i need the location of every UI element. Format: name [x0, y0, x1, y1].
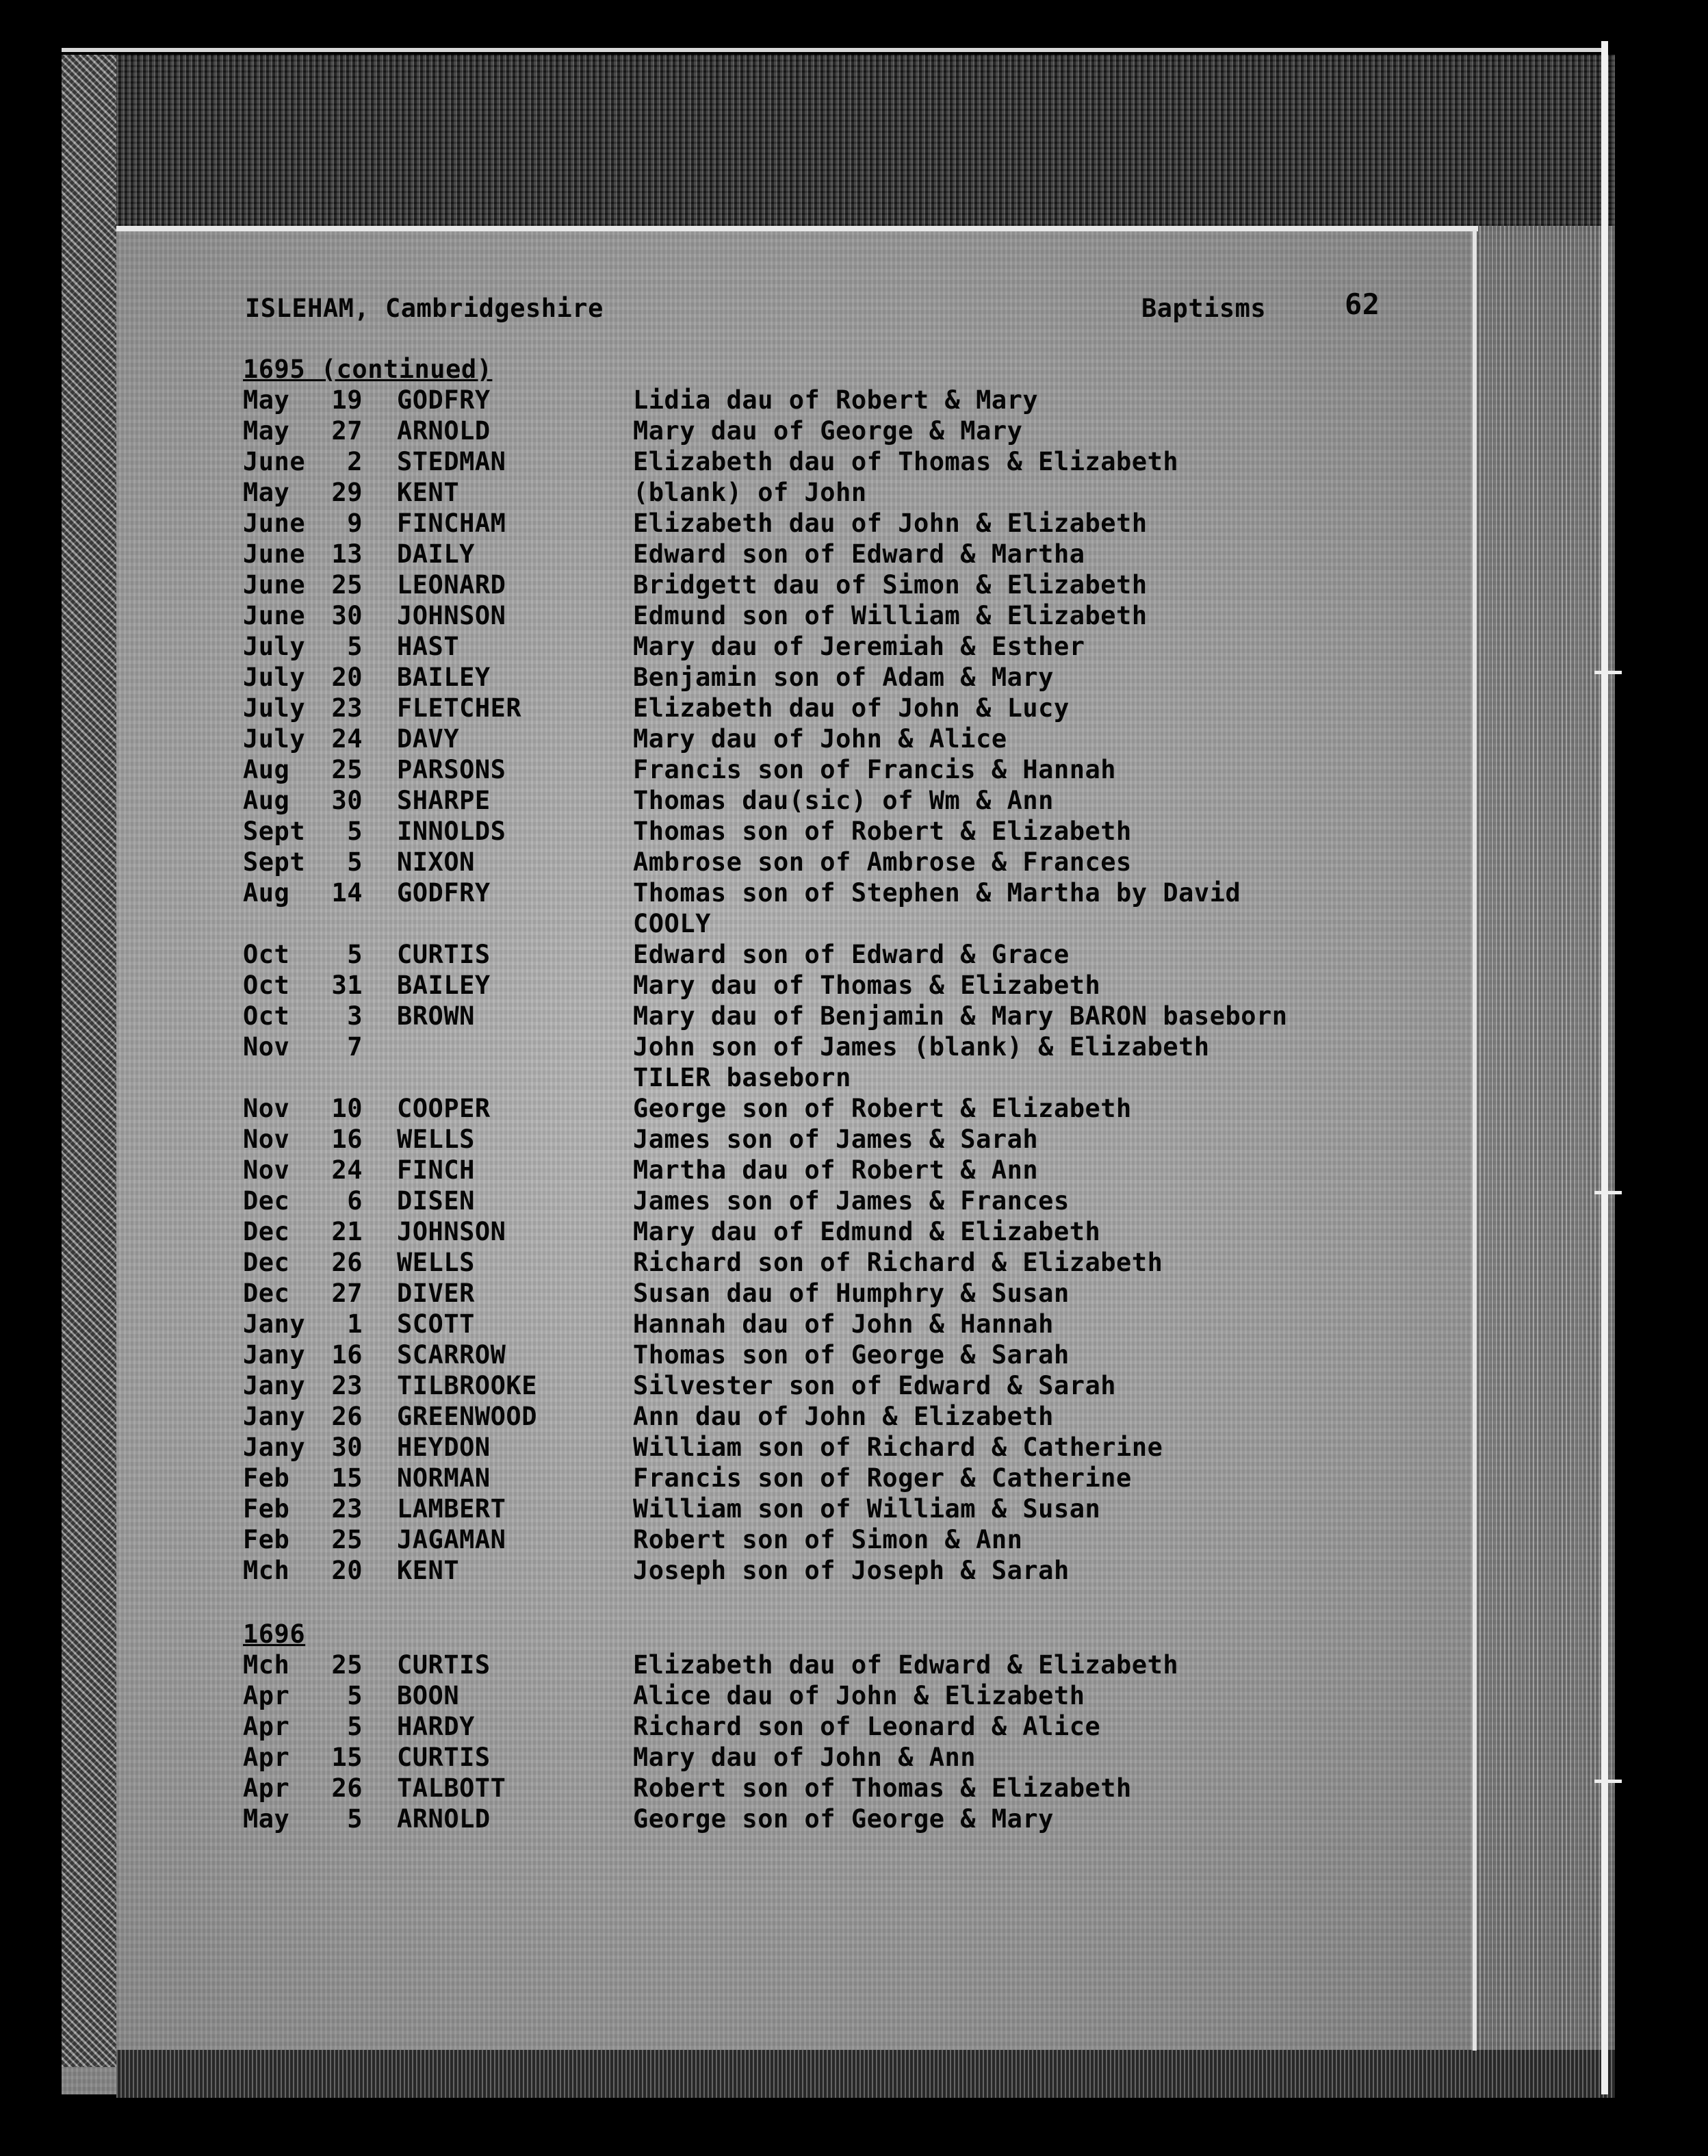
entry-month: July [243, 632, 306, 661]
entry-detail: Silvester son of Edward & Sarah [633, 1371, 1117, 1400]
entry-surname: HAST [397, 632, 460, 661]
entry-month: Apr [243, 1773, 290, 1803]
entry-month: Apr [243, 1712, 290, 1741]
entry-month: Jany [243, 1340, 306, 1370]
entry-detail: John son of James (blank) & Elizabeth [633, 1032, 1210, 1062]
entry-surname: WELLS [397, 1125, 475, 1154]
entry-detail: Francis son of Francis & Hannah [633, 755, 1117, 784]
entry-surname: ARNOLD [397, 416, 491, 446]
entry-detail: James son of James & Frances [633, 1186, 1070, 1216]
entry-day: 5 [347, 1681, 363, 1710]
entry-detail: Edward son of Edward & Grace [633, 940, 1070, 969]
entry-month: Oct [243, 940, 290, 969]
entry-detail: Mary dau of George & Mary [633, 416, 1023, 446]
entry-surname: JAGAMAN [397, 1525, 506, 1554]
entry-month: July [243, 724, 306, 754]
entry-month: June [243, 509, 306, 538]
entry-surname: FINCHAM [397, 509, 506, 538]
entry-detail-continuation: TILER baseborn [633, 1063, 851, 1092]
entry-month: Nov [243, 1094, 290, 1123]
entry-month: Sept [243, 817, 306, 846]
entry-day: 16 [331, 1125, 363, 1154]
entry-day: 15 [331, 1743, 363, 1772]
entry-month: Feb [243, 1463, 290, 1493]
entry-detail: Susan dau of Humphry & Susan [633, 1279, 1070, 1308]
entry-day: 13 [331, 539, 363, 569]
entry-day: 23 [331, 693, 363, 723]
entry-detail: Edward son of Edward & Martha [633, 539, 1085, 569]
entry-month: Apr [243, 1681, 290, 1710]
entry-day: 3 [347, 1001, 363, 1031]
entry-month: Dec [243, 1217, 290, 1246]
entry-surname: GREENWOOD [397, 1402, 537, 1431]
entry-surname: TALBOTT [397, 1773, 506, 1803]
entry-surname: DIVER [397, 1279, 475, 1308]
entry-detail: Elizabeth dau of John & Elizabeth [633, 509, 1148, 538]
entry-surname: LAMBERT [397, 1494, 506, 1524]
entry-surname: WELLS [397, 1248, 475, 1277]
entry-detail: Thomas dau(sic) of Wm & Ann [633, 786, 1054, 815]
entry-day: 2 [347, 447, 363, 476]
entry-day: 5 [347, 847, 363, 877]
entry-detail-continuation: COOLY [633, 909, 711, 938]
entry-surname: BROWN [397, 1001, 475, 1031]
entry-month: Feb [243, 1494, 290, 1524]
entry-day: 23 [331, 1371, 363, 1400]
entry-surname: COOPER [397, 1094, 491, 1123]
entry-surname: BOON [397, 1681, 460, 1710]
entry-surname: DISEN [397, 1186, 475, 1216]
entry-detail: Mary dau of Thomas & Elizabeth [633, 971, 1101, 1000]
entry-month: Aug [243, 755, 290, 784]
entry-month: May [243, 1804, 290, 1834]
entry-day: 19 [331, 385, 363, 415]
entry-day: 9 [347, 509, 363, 538]
entry-detail: Benjamin son of Adam & Mary [633, 663, 1054, 692]
entry-month: Jany [243, 1433, 306, 1462]
entry-surname: DAILY [397, 539, 475, 569]
entry-day: 23 [331, 1494, 363, 1524]
entry-month: June [243, 601, 306, 630]
entry-surname: SHARPE [397, 786, 491, 815]
entry-detail: George son of George & Mary [633, 1804, 1054, 1834]
outer-right-edge [1601, 41, 1608, 2094]
entry-surname: BAILEY [397, 663, 491, 692]
entry-day: 24 [331, 1155, 363, 1185]
entry-day: 1 [347, 1309, 363, 1339]
entry-month: Nov [243, 1155, 290, 1185]
outer-top-edge [62, 48, 1608, 52]
entry-day: 30 [331, 1433, 363, 1462]
entry-surname: SCARROW [397, 1340, 506, 1370]
entry-detail: James son of James & Sarah [633, 1125, 1039, 1154]
entry-day: 26 [331, 1248, 363, 1277]
entry-detail: Elizabeth dau of Thomas & Elizabeth [633, 447, 1179, 476]
entry-month: July [243, 693, 306, 723]
entry-surname: NORMAN [397, 1463, 491, 1493]
entry-surname: ARNOLD [397, 1804, 491, 1834]
entry-surname: JOHNSON [397, 1217, 506, 1246]
entry-day: 5 [347, 632, 363, 661]
entry-detail: William son of William & Susan [633, 1494, 1101, 1524]
entry-day: 5 [347, 1712, 363, 1741]
entry-detail: Martha dau of Robert & Ann [633, 1155, 1039, 1185]
entry-month: Mch [243, 1650, 290, 1680]
entry-surname: CURTIS [397, 1650, 491, 1680]
page-header-section: Baptisms [1141, 294, 1267, 323]
year-heading [243, 1619, 305, 1650]
scan-bottom-border [116, 2050, 1615, 2098]
entry-day: 30 [331, 601, 363, 630]
scan-top-border [62, 55, 1615, 226]
edge-tick [1594, 671, 1622, 674]
entry-detail: Mary dau of Edmund & Elizabeth [633, 1217, 1101, 1246]
entry-day: 7 [347, 1032, 363, 1062]
entry-surname: INNOLDS [397, 817, 506, 846]
entry-detail: William son of Richard & Catherine [633, 1433, 1163, 1462]
entry-month: Aug [243, 786, 290, 815]
entry-day: 25 [331, 1525, 363, 1554]
page-top-edge [116, 226, 1478, 231]
year-label: 1695 (continued) [243, 355, 493, 384]
entry-detail: Alice dau of John & Elizabeth [633, 1681, 1085, 1710]
entry-month: Apr [243, 1743, 290, 1772]
entry-surname: LEONARD [397, 570, 506, 600]
entry-day: 5 [347, 817, 363, 846]
entry-month: Jany [243, 1371, 306, 1400]
entry-detail: Robert son of Simon & Ann [633, 1525, 1023, 1554]
entry-surname: KENT [397, 1556, 460, 1585]
scan-right-border [1471, 226, 1615, 2053]
entry-detail: Thomas son of George & Sarah [633, 1340, 1070, 1370]
entry-surname: JOHNSON [397, 601, 506, 630]
entry-detail: Richard son of Leonard & Alice [633, 1712, 1101, 1741]
entry-surname: HARDY [397, 1712, 475, 1741]
entry-detail: George son of Robert & Elizabeth [633, 1094, 1132, 1123]
entry-detail: Elizabeth dau of John & Lucy [633, 693, 1070, 723]
entry-day: 26 [331, 1773, 363, 1803]
edge-tick [1594, 1191, 1622, 1194]
entry-day: 16 [331, 1340, 363, 1370]
page-right-edge [1473, 230, 1477, 2051]
entry-surname: KENT [397, 478, 460, 507]
entry-day: 20 [331, 1556, 363, 1585]
entry-month: May [243, 478, 290, 507]
entry-month: June [243, 539, 306, 569]
entry-detail: Robert son of Thomas & Elizabeth [633, 1773, 1132, 1803]
entry-month: Jany [243, 1309, 306, 1339]
entry-surname: HEYDON [397, 1433, 491, 1462]
entry-detail: Mary dau of John & Ann [633, 1743, 976, 1772]
entry-day: 31 [331, 971, 363, 1000]
entry-surname: SCOTT [397, 1309, 475, 1339]
entry-surname: GODFRY [397, 878, 491, 908]
entry-detail: Edmund son of William & Elizabeth [633, 601, 1148, 630]
entry-month: Dec [243, 1186, 290, 1216]
entry-day: 20 [331, 663, 363, 692]
entry-surname: TILBROOKE [397, 1371, 537, 1400]
entry-month: Mch [243, 1556, 290, 1585]
year-label: 1696 [243, 1619, 306, 1649]
entry-detail: Mary dau of Jeremiah & Esther [633, 632, 1085, 661]
entry-detail: Hannah dau of John & Hannah [633, 1309, 1054, 1339]
entry-surname: DAVY [397, 724, 460, 754]
entry-month: Nov [243, 1032, 290, 1062]
entry-month: May [243, 385, 290, 415]
entry-day: 24 [331, 724, 363, 754]
page-header-place: ISLEHAM, Cambridgeshire [245, 294, 604, 323]
entry-detail: Mary dau of John & Alice [633, 724, 1007, 754]
entry-surname: GODFRY [397, 385, 491, 415]
entry-month: June [243, 570, 306, 600]
entry-day: 25 [331, 1650, 363, 1680]
entry-day: 15 [331, 1463, 363, 1493]
page-number: 62 [1345, 287, 1380, 321]
entry-detail: Ann dau of John & Elizabeth [633, 1402, 1054, 1431]
entry-day: 30 [331, 786, 363, 815]
entry-month: Sept [243, 847, 306, 877]
entry-detail: Elizabeth dau of Edward & Elizabeth [633, 1650, 1179, 1680]
entry-month: Oct [243, 1001, 290, 1031]
entry-surname: CURTIS [397, 940, 491, 969]
entry-day: 27 [331, 416, 363, 446]
entry-day: 26 [331, 1402, 363, 1431]
entry-day: 6 [347, 1186, 363, 1216]
entry-month: Dec [243, 1279, 290, 1308]
entry-surname: BAILEY [397, 971, 491, 1000]
entry-month: Oct [243, 971, 290, 1000]
entry-detail: Richard son of Richard & Elizabeth [633, 1248, 1163, 1277]
entry-day: 25 [331, 755, 363, 784]
entry-month: June [243, 447, 306, 476]
entry-surname: FLETCHER [397, 693, 522, 723]
scan-left-border [62, 55, 116, 2067]
entry-month: Feb [243, 1525, 290, 1554]
entry-detail: Joseph son of Joseph & Sarah [633, 1556, 1070, 1585]
entry-day: 5 [347, 1804, 363, 1834]
entry-detail: Lidia dau of Robert & Mary [633, 385, 1039, 415]
entry-surname: NIXON [397, 847, 475, 877]
entry-detail: Thomas son of Robert & Elizabeth [633, 817, 1132, 846]
entry-surname: CURTIS [397, 1743, 491, 1772]
entry-detail: (blank) of John [633, 478, 867, 507]
entry-surname: STEDMAN [397, 447, 506, 476]
edge-tick [1594, 1780, 1622, 1783]
entry-detail: Francis son of Roger & Catherine [633, 1463, 1132, 1493]
entry-detail: Thomas son of Stephen & Martha by David [633, 878, 1241, 908]
entry-surname: PARSONS [397, 755, 506, 784]
entry-detail: Ambrose son of Ambrose & Frances [633, 847, 1132, 877]
entry-detail: Mary dau of Benjamin & Mary BARON baseborn [633, 1001, 1288, 1031]
entry-detail: Bridgett dau of Simon & Elizabeth [633, 570, 1148, 600]
entry-day: 25 [331, 570, 363, 600]
entry-day: 5 [347, 940, 363, 969]
entry-day: 14 [331, 878, 363, 908]
entry-month: Dec [243, 1248, 290, 1277]
entry-month: May [243, 416, 290, 446]
entry-month: Aug [243, 878, 290, 908]
year-heading [243, 354, 492, 385]
entry-month: Nov [243, 1125, 290, 1154]
entry-month: July [243, 663, 306, 692]
entry-day: 27 [331, 1279, 363, 1308]
entry-day: 29 [331, 478, 363, 507]
entry-day: 10 [331, 1094, 363, 1123]
entry-month: Jany [243, 1402, 306, 1431]
entry-surname: FINCH [397, 1155, 475, 1185]
entry-day: 21 [331, 1217, 363, 1246]
